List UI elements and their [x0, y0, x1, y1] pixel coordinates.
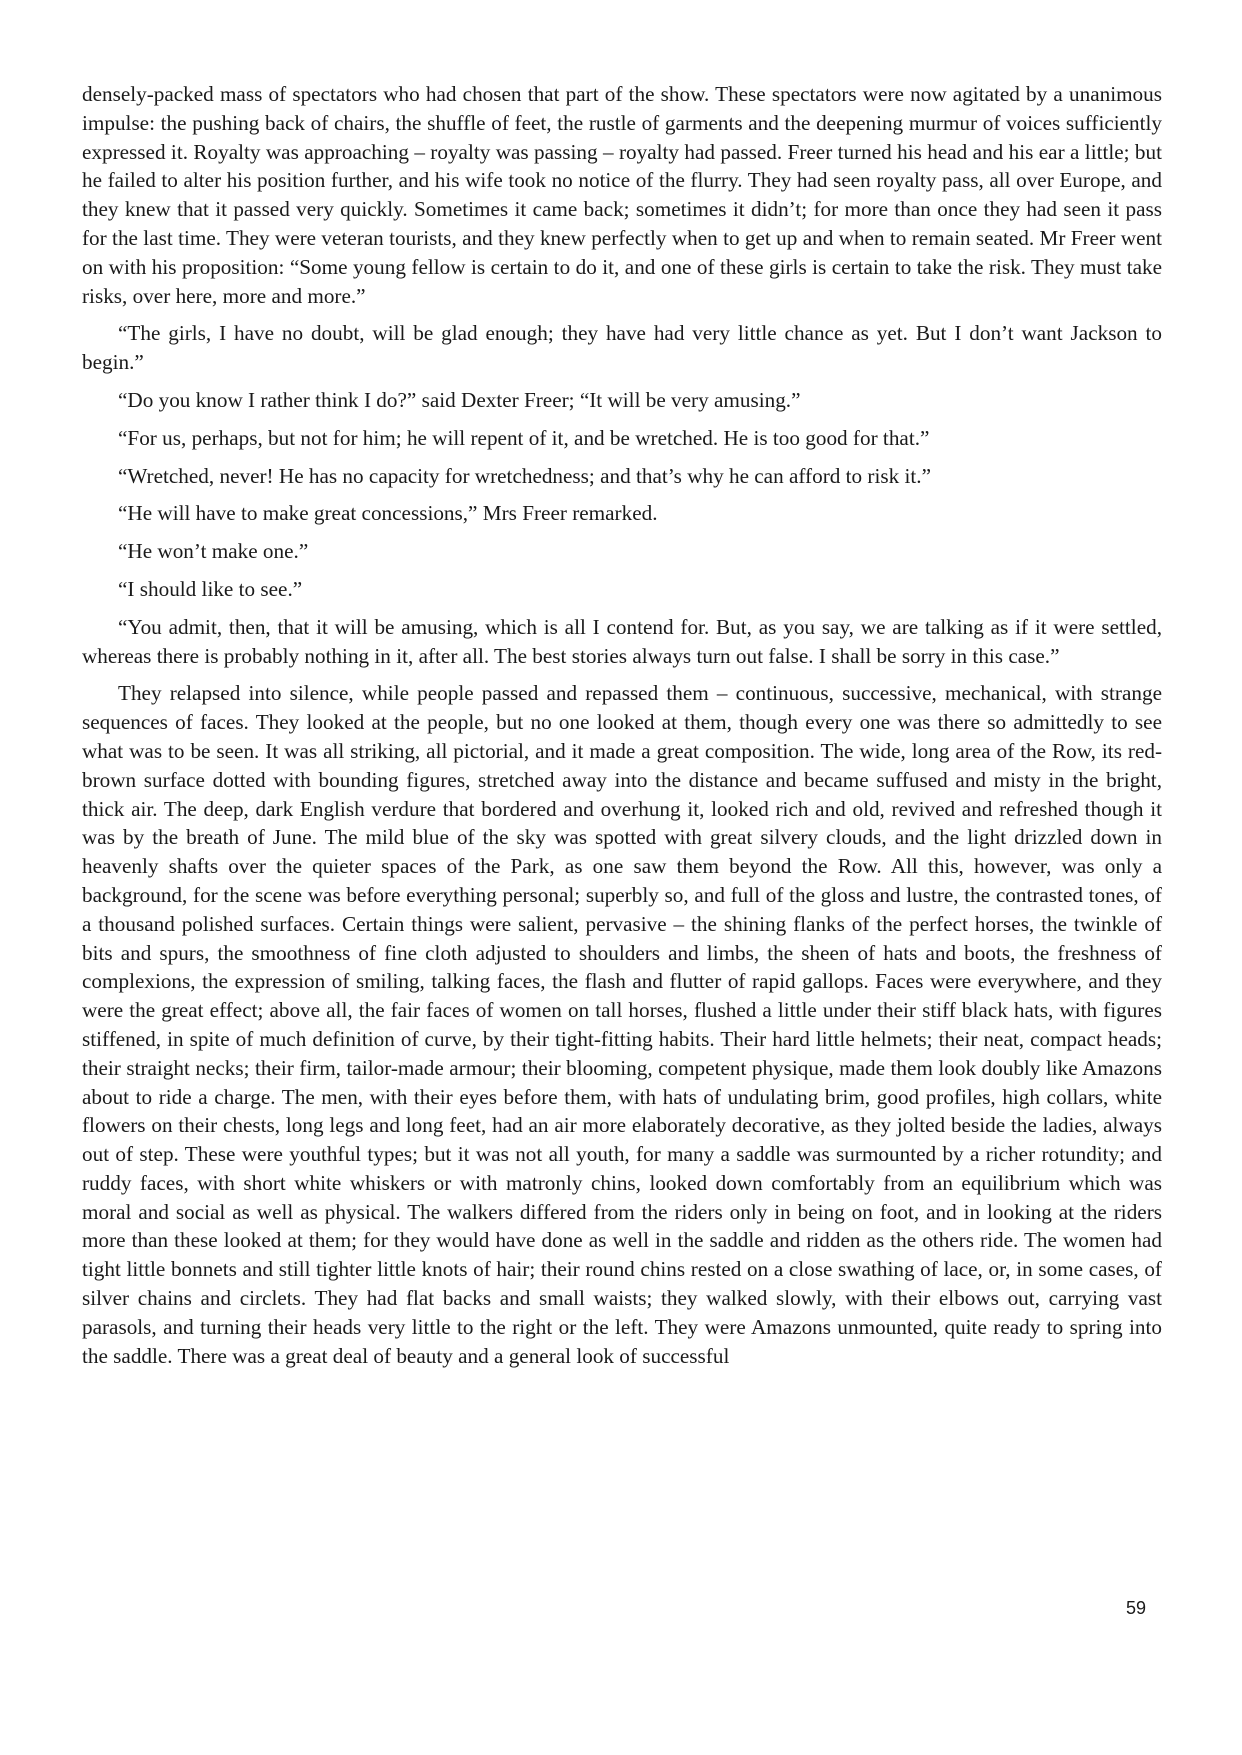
page-number: 59 — [1126, 1598, 1147, 1618]
paragraph-3: “Do you know I rather think I do?” said Dexter Freer; “It will be very amusing.” — [118, 387, 801, 412]
page-body — [82, 80, 1162, 1379]
paragraph-2: “The girls, I have no doubt, will be glad enough; they have had very little chance as yet. But I don’t want Jackson to begin.” — [82, 321, 1162, 375]
paragraph-1: densely-packed mass of spectators who had chosen that part of the show. These spectators were now agitated by a unanimous impulse: the pushing back of chairs, the shuffle of feet, the rustle of garments and the deepening murmur of voices sufficiently expressed it. Royalty was approaching – royalty was passing – royalty had passed. Freer turned his head and his ear a little; but he failed to alter his position further, and his wife took no notice of the flurry. They had seen royalty pass, all over Europe, and they knew that it passed very quickly. Sometimes it came back; sometimes it didn’t; for more than once they had seen it pass for the last time. They were veteran tourists, and they knew perfectly when to get up and when to remain seated. Mr Freer went on with his proposition: “Some young fellow is certain to do it, and one of these girls is certain to take the risk. They must take risks, over here, more and more.” — [82, 82, 1162, 308]
paragraph-9: “You admit, then, that it will be amusing, which is all I contend for. But, as you say, we are talking as if it were settled, whereas there is probably nothing in it, after all. The best stories always turn out false. I shall be sorry in this case.” — [82, 614, 1162, 668]
paragraph-7: “He won’t make one.” — [118, 539, 309, 564]
paragraph-8: “I should like to see.” — [118, 576, 303, 601]
paragraph-5: “Wretched, never! He has no capacity for wretchedness; and that’s why he can afford to risk it.” — [118, 463, 931, 488]
paragraph-6: “He will have to make great concessions,” Mrs Freer remarked. — [118, 501, 658, 526]
paragraph-10: They relapsed into silence, while people passed and repassed them – continuous, successive, mechanical, with strange sequences of faces. They looked at the people, but no one looked at them, though every one was there so admittedly to see what was to be seen. It was all striking, all pictorial, and it made a great composition. The wide, long area of the Row, its red-brown surface dotted with bounding figures, stretched away into the distance and became suffused and misty in the bright, thick air. The deep, dark English verdure that bordered and overhung it, looked rich and old, revived and refreshed though it was by the breath of June. The mild blue of the sky was spotted with great silvery clouds, and the light drizzled down in heavenly shafts over the quieter spaces of the Park, as one saw them beyond the Row. All this, however, was only a background, for the scene was before everything personal; superbly so, and full of the gloss and lustre, the contrasted tones, of a thousand polished surfaces. Certain things were salient, pervasive – the shining flanks of the perfect horses, the twinkle of bits and spurs, the smoothness of fine cloth adjusted to shoulders and limbs, the sheen of hats and boots, the freshness of complexions, the expression of smiling, talking faces, the flash and flutter of rapid gallops. Faces were everywhere, and they were the great effect; above all, the fair faces of women on tall horses, flushed a little under their stiff black hats, with figures stiffened, in spite of much definition of curve, by their tight-fitting habits. Their hard little helmets; their neat, compact heads; their straight necks; their firm, tailor-made armour; their blooming, competent physique, made them look doubly like Amazons about to ride a charge. The men, with their eyes before them, with hats of undulating brim, good profiles, high collars, white flowers on their chests, long legs and long feet, had an air more elaborately decorative, as they jolted beside the ladies, always out of step. These were youthful types; but it was not all youth, for many a saddle was surmounted by a richer rotundity; and ruddy faces, with short white whiskers or with matronly chins, looked down comfortably from an equilibrium which was moral and social as well as physical. The walkers differed from the riders only in being on foot, and in looking at the riders more than these looked at them; for they would have done as well in the saddle and ridden as the others ride. The women had tight little bonnets and still tighter little knots of hair; their round chins rested on a close swathing of lace, or, in some cases, of silver chains and circlets. They had flat backs and small waists; they walked slowly, with their elbows out, carrying vast parasols, and turning their heads very little to the right or the left. They were Amazons unmounted, quite ready to spring into the saddle. There was a great deal of beauty and a general look of successful — [82, 681, 1162, 1368]
paragraph-4: “For us, perhaps, but not for him; he will repent of it, and be wretched. He is too good for that.” — [118, 425, 930, 450]
